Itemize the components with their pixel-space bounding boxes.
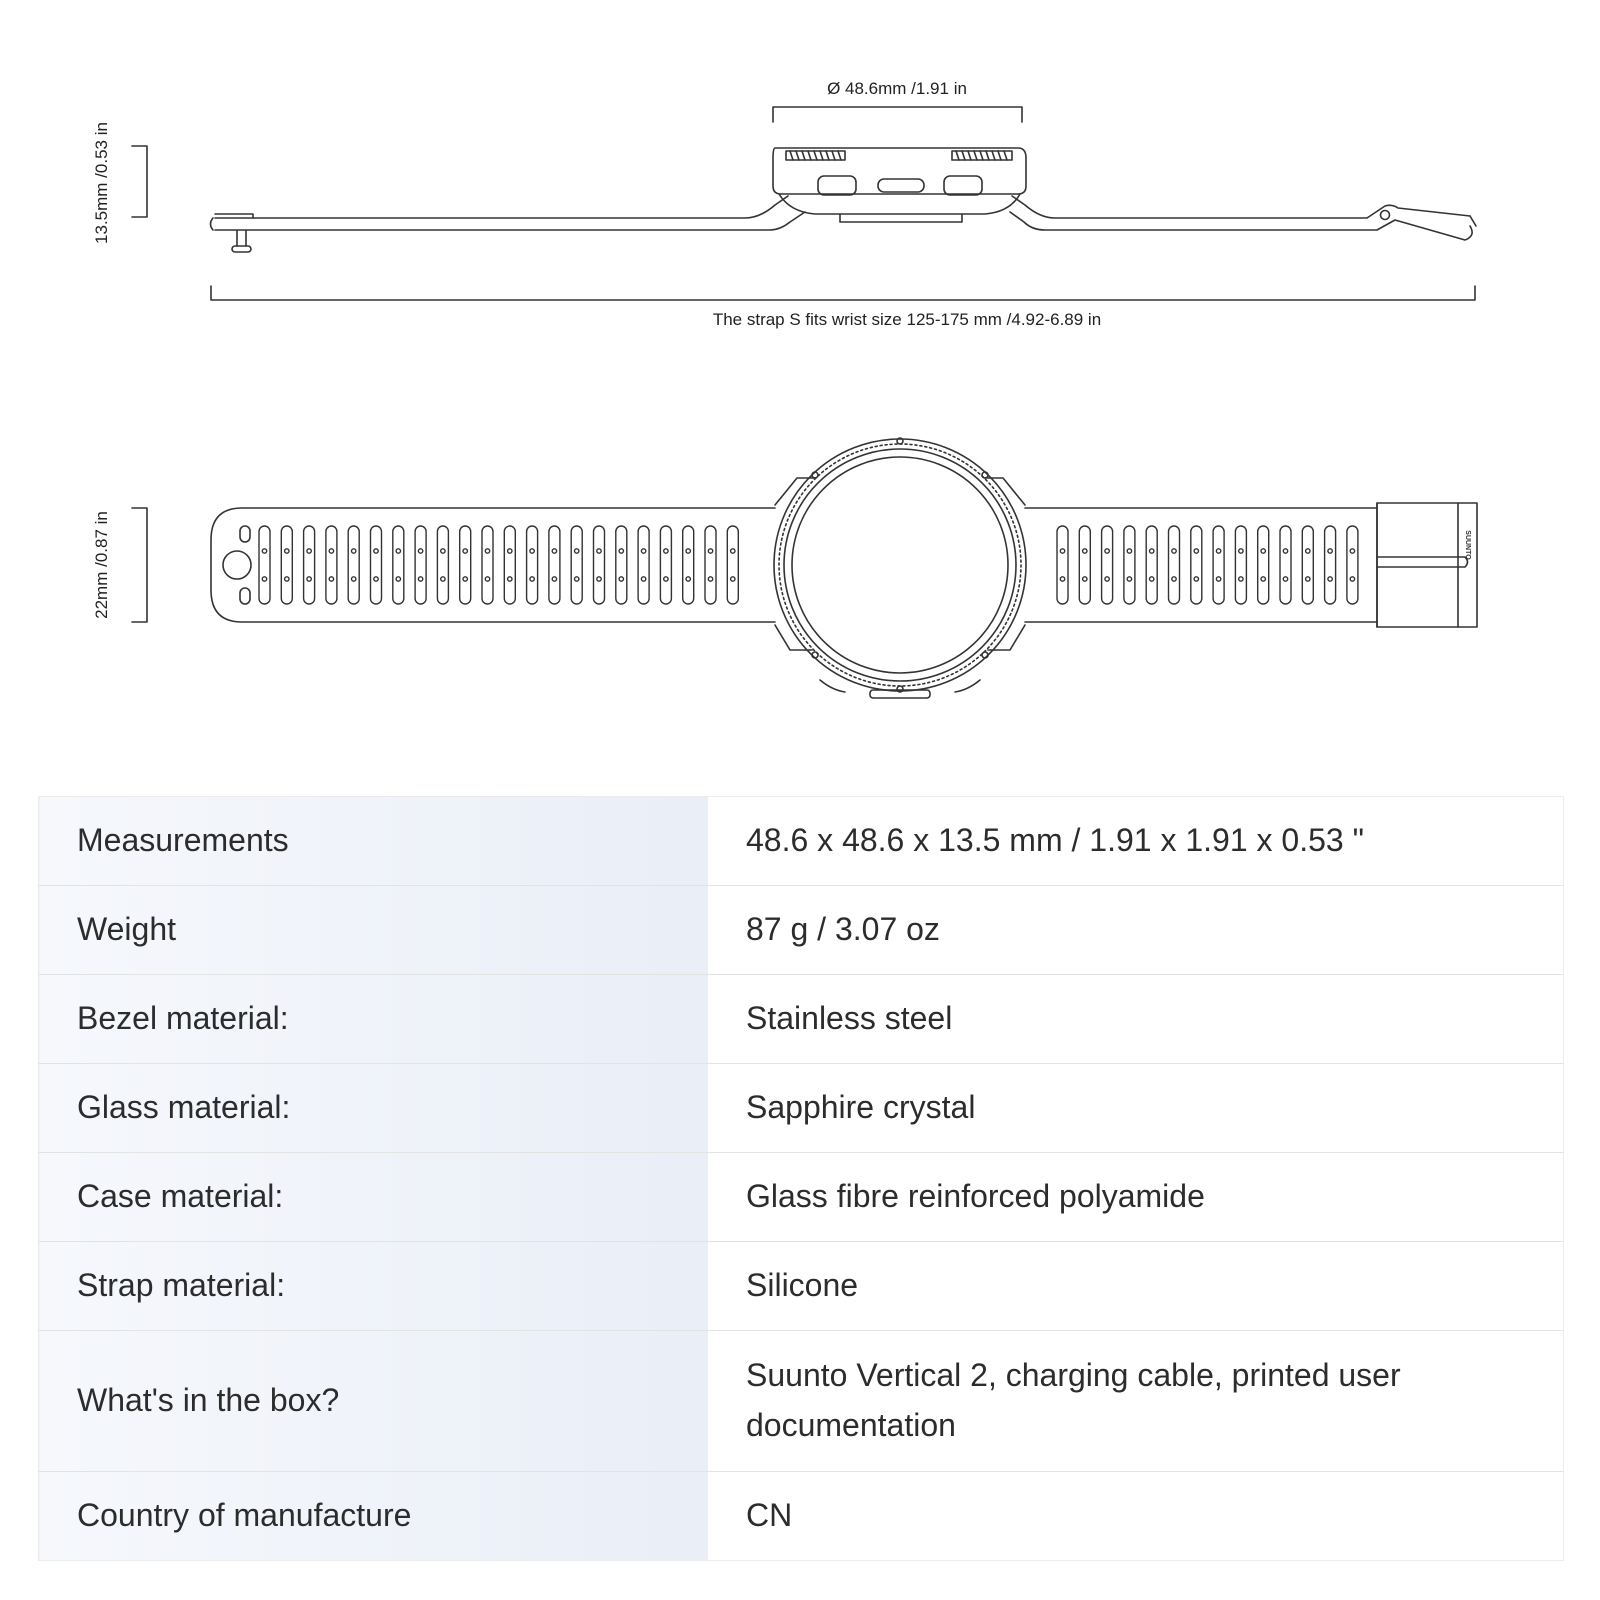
strap-slot [1124,526,1135,604]
strap-slot-dot [552,549,556,553]
strap-slot [1347,526,1358,604]
strap-slot-dot [485,577,489,581]
strap-slot [415,526,426,604]
strap-slot-dot [1283,577,1287,581]
strap-slot-dot [664,577,668,581]
strap-slot-dot [1261,577,1265,581]
strap-slot-dot [374,577,378,581]
strap-slot [527,526,538,604]
spec-value: Suunto Vertical 2, charging cable, printed user documentation [708,1331,1564,1472]
watch-dimension-diagram [0,0,1600,760]
strap-slot-dot [508,577,512,581]
strap-slot-dot [329,577,333,581]
strap-slot-dot [641,577,645,581]
spec-value: 87 g / 3.07 oz [708,886,1564,975]
table-row [39,1153,1564,1242]
strap-slot-dot [530,577,534,581]
spec-value: CN [708,1472,1564,1561]
table-row [39,1242,1564,1331]
strap-slot [616,526,627,604]
strap-slot-dot [441,549,445,553]
strap-slot-dot [1239,549,1243,553]
strap-slot [1280,526,1291,604]
strap-slot-dot [731,577,735,581]
strap-slot [1325,526,1336,604]
strap-slot [393,526,404,604]
strap-slot-dot [664,549,668,553]
spec-value: Sapphire crystal [708,1064,1564,1153]
brand-logo: SUUNTO [1464,530,1471,560]
spec-label: Bezel material: [39,975,709,1064]
strap-slot-dot [352,577,356,581]
strap-slot-dot [1127,549,1131,553]
strap-slot-dot [575,577,579,581]
strap-slot [1146,526,1157,604]
strap-slot-dot [1172,577,1176,581]
strap-slot-dot [1194,549,1198,553]
diameter-label: Ø 48.6mm /1.91 in [827,79,967,98]
strap-slot-dot [396,549,400,553]
strap-slot [594,526,605,604]
strap-slot [1235,526,1246,604]
strap-slot-dot [708,577,712,581]
strap-slot-dot [374,549,378,553]
diameter-dimension-line [773,107,1022,122]
spec-value: Stainless steel [708,975,1564,1064]
strap-width-label: 22mm /0.87 in [92,511,111,619]
spec-value: Silicone [708,1242,1564,1331]
strap-slot-dot [619,549,623,553]
strap-slot [683,526,694,604]
strap-slot [1079,526,1090,604]
strap-slot [371,526,382,604]
strap-slot-dot [1306,577,1310,581]
strap-slot-dot [1350,577,1354,581]
strap-slot [304,526,315,604]
strap-slot [1169,526,1180,604]
strap-slot [571,526,582,604]
strap-length-dimension-line [211,286,1475,300]
watch-top-view [132,438,1477,698]
strap-slot-dot [552,577,556,581]
strap-slot-dot [1261,549,1265,553]
strap-length-label: The strap S fits wrist size 125-175 mm /4.92-6.89 in [712,310,1102,329]
strap-slot-dot [597,549,601,553]
spec-label: Case material: [39,1153,709,1242]
strap-slot [504,526,515,604]
strap-slot-dot [329,549,333,553]
strap-slot-dot [1283,549,1287,553]
thickness-dimension-line [132,146,147,217]
strap-slot-dot [1083,549,1087,553]
spec-label: Strap material: [39,1242,709,1331]
strap-slot-dot [1172,549,1176,553]
table-row [39,886,1564,975]
strap-slot-dot [262,549,266,553]
strap-slot [727,526,738,604]
strap-slot-dot [418,577,422,581]
strap-slot-dot [1105,549,1109,553]
spec-label: Measurements [39,797,709,886]
strap-slot-dot [619,577,623,581]
strap-slot [437,526,448,604]
strap-slot-dot [463,577,467,581]
strap-slot-dot [418,549,422,553]
strap-slot [326,526,337,604]
strap-slot [259,526,270,604]
strap-slot-dot [530,549,534,553]
table-row [39,797,1564,886]
strap-slot-dot [731,549,735,553]
strap-slot [482,526,493,604]
strap-slot-dot [1328,577,1332,581]
table-row [39,1331,1564,1472]
spec-label: Glass material: [39,1064,709,1153]
strap-slot-dot [285,549,289,553]
strap-slot [549,526,560,604]
right-strap-slots [1057,526,1358,604]
watch-side-view [132,107,1476,300]
strap-slot-dot [1194,577,1198,581]
table-row [39,1472,1564,1561]
strap-slot-dot [1239,577,1243,581]
strap-slot [1057,526,1068,604]
strap-slot-dot [1216,549,1220,553]
strap-slot-dot [352,549,356,553]
strap-slot-dot [686,549,690,553]
specifications-table [38,796,1564,1561]
strap-slot-dot [285,577,289,581]
spec-label: Weight [39,886,709,975]
strap-slot-dot [1083,577,1087,581]
strap-slot [705,526,716,604]
spec-label: Country of manufacture [39,1472,709,1561]
strap-slot-dot [441,577,445,581]
strap-slot-dot [1105,577,1109,581]
strap-slot-dot [1127,577,1131,581]
strap-slot-dot [1060,577,1064,581]
strap-slot [1191,526,1202,604]
thickness-label: 13.5mm /0.53 in [92,122,111,244]
strap-slot [1213,526,1224,604]
strap-slot-dot [262,577,266,581]
strap-slot-dot [1306,549,1310,553]
strap-slot [281,526,292,604]
spec-value: Glass fibre reinforced polyamide [708,1153,1564,1242]
strap-slot-dot [463,549,467,553]
strap-slot-dot [597,577,601,581]
strap-slot-dot [396,577,400,581]
strap-slot [1102,526,1113,604]
strap-slot-dot [708,549,712,553]
spec-value: 48.6 x 48.6 x 13.5 mm / 1.91 x 1.91 x 0.53 " [708,797,1564,886]
strap-slot-dot [307,549,311,553]
table-row [39,1064,1564,1153]
strap-slot [660,526,671,604]
strap-slot-dot [686,577,690,581]
strap-slot-dot [307,577,311,581]
strap-width-dimension-line [132,508,147,622]
strap-slot-dot [1060,549,1064,553]
strap-slot-dot [1350,549,1354,553]
strap-slot-dot [641,549,645,553]
strap-slot-dot [1150,577,1154,581]
strap-slot [638,526,649,604]
strap-slot [348,526,359,604]
strap-slot-dot [508,549,512,553]
strap-slot-dot [1328,549,1332,553]
left-strap-slots [259,526,738,604]
strap-slot-dot [1216,577,1220,581]
strap-slot-dot [575,549,579,553]
strap-slot [460,526,471,604]
strap-slot [1258,526,1269,604]
table-row [39,975,1564,1064]
strap-slot-dot [485,549,489,553]
strap-slot [1302,526,1313,604]
strap-slot-dot [1150,549,1154,553]
spec-label: What's in the box? [39,1331,709,1472]
